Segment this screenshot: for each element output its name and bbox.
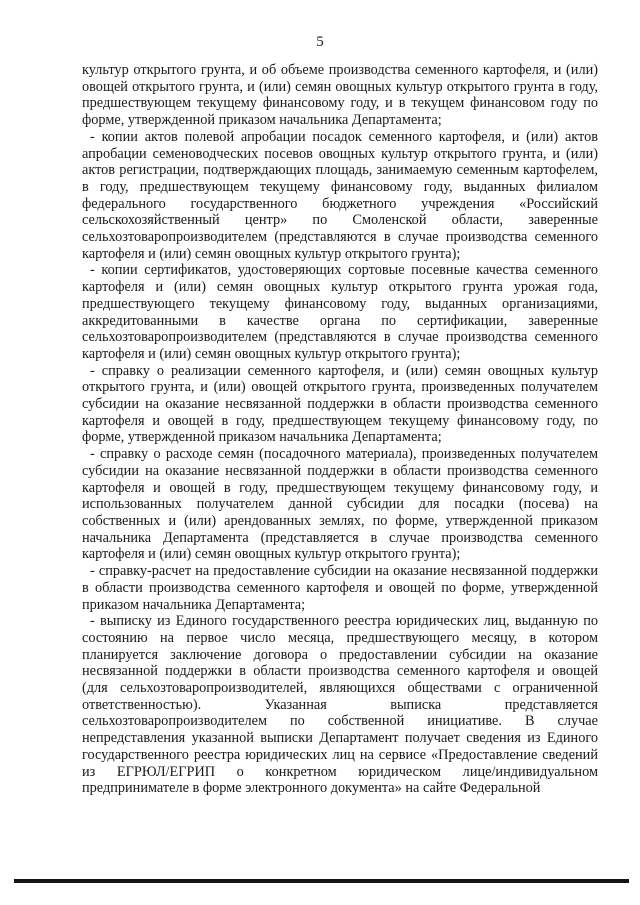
paragraph-certificates: - копии сертификатов, удостоверяющих сортовые посевные качества семенного картофеля и (или) семян овощных культур открытого грунта урожая года, предшествующего текущему финансовому году, выданных организациями, аккредитованными в качестве органа по сертификации, заверенные сельхозтоваропроизводителем (представляются в случае производства семенного картофеля и (или) семян овощных культур открытого грунта); [82, 262, 598, 362]
paragraph-sales-report: - справку о реализации семенного картофеля, и (или) семян овощных культур открытого грунта, и (или) овощей открытого грунта, произведенных получателем субсидии на оказание несвязанной поддержки в области производства семенного картофеля и овощей в году, предшествующем текущему финансовому году, по форме, утвержденной приказом начальника Департамента; [82, 362, 598, 446]
page-number: 5 [316, 34, 324, 50]
paragraph-subsidy-calculation: - справку-расчет на предоставление субсидии на оказание несвязанной поддержки в области производства семенного картофеля и овощей по форме, утвержденной приказом начальника Департамента; [82, 563, 598, 613]
bottom-scan-border [14, 879, 629, 883]
paragraph-field-approbation-acts: - копии актов полевой апробации посадок семенного картофеля, и (или) актов апробации семеноводческих посевов овощных культур открытого грунта, и (или) актов регистрации, подтверждающих площадь, занимаемую семенным картофелем, в году, предшествующем текущему финансовому году, выданных филиалом федерального государственного бюджетного учреждения «Российский сельскохозяйственный центр» по Смоленской области, заверенные сельхозтоваропроизводителем (представляются в случае производства семенного картофеля и (или) семян овощных культур открытого грунта); [82, 128, 598, 262]
paragraph-continuation: культур открытого грунта, и об объеме производства семенного картофеля, и (или) овощей открытого грунта, и (или) семян овощных культур открытого грунта в году, предшествующем текущему финансовому году, и в текущем финансовом году по форме, утвержденной приказом начальника Департамента; [82, 62, 598, 129]
paragraph-registry-extract: - выписку из Единого государственного реестра юридических лиц, выданную по состоянию на первое число месяца, предшествующего месяцу, в котором планируется заключение договора о предоставлении субсидии на оказание несвязанной поддержки в области производства семенного картофеля и овощей (для сельхозтоваропроизводителей, являющихся обществами с ограниченной ответственностью). Указанная выписка представляется сельхозтоваропроизводителем по собственной инициативе. В случае непредставления указанной выписки Департамент получает сведения из Единого государственного реестра юридических лиц на сервисе «Предоставление сведений из ЕГРЮЛ/ЕГРИП о конкретном юридическом лице/индивидуальном предпринимателе в форме электронного документа» на сайте Федеральной [82, 613, 598, 797]
paragraph-seed-consumption-report: - справку о расходе семян (посадочного материала), произведенных получателем субсидии на оказание несвязанной поддержки в области производства семенного картофеля и овощей в году, предшествующем текущему финансовому году, и использованных получателем данной субсидии для посадки (посева) на собственных и (или) арендованных землях, по форме, утвержденной приказом начальника Департамента (представляется в случае производства семенного картофеля и (или) семян овощных культур открытого грунта); [82, 446, 598, 563]
document-body [82, 62, 598, 797]
